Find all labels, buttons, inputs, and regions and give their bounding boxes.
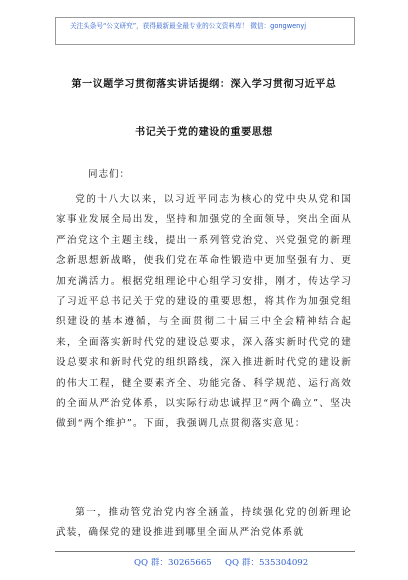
body-paragraph-2: 第一，推动管党治党内容全涵盖，持续强化党的创新理论武装，确保党的建设推进到哪里全面从严治党体系就 bbox=[56, 507, 352, 539]
footer-divider bbox=[55, 551, 355, 552]
footer-qq-group-1: QQ 群：30265665 bbox=[134, 558, 212, 568]
body-paragraph-1: 党的十八大以来，以习近平同志为核心的党中央从党和国家事业发展全局出发，坚持和加强党的全面领导，突出全面从严治党这个主题主线，提出一系列管党治党、兴党强党的新理念新思想新战略，使我们党在革命性锻造中更加坚强有力、更加充满活力。根据党组理论中心组学习安排，刚才，传达学习了习近平总书记关于党的建设的重要思想，将其作为加强党组织建设的基本遵循，与全面贯彻二十届三中全会精神结合起来，全面落实新时代党的建设总要求，深入落实新时代党的建设总要求和新时代党的组织路线，深入推进新时代党的建设新的伟大工程，健全要素齐全、功能完备、科学规范、运行高效的全面从严治党体系，以实际行动忠诚捍卫“两个确立”、坚决做到“两个维护”。下面，我强调几点贯彻落实意见： bbox=[56, 194, 352, 430]
salutation: 同志们： bbox=[88, 169, 131, 180]
document-title-line-1: 第一议题学习贯彻落实讲话提纲：深入学习贯彻习近平总 bbox=[71, 79, 337, 90]
document-title-line-2: 书记关于党的建设的重要思想 bbox=[135, 127, 273, 138]
footer-qq-group-2: QQ 群：535304092 bbox=[225, 558, 309, 568]
header-watermark-text: 关注头条号“公文研究”，获得最新最全最专业的公文资料库！ 微信：gongwenyj bbox=[70, 22, 307, 30]
